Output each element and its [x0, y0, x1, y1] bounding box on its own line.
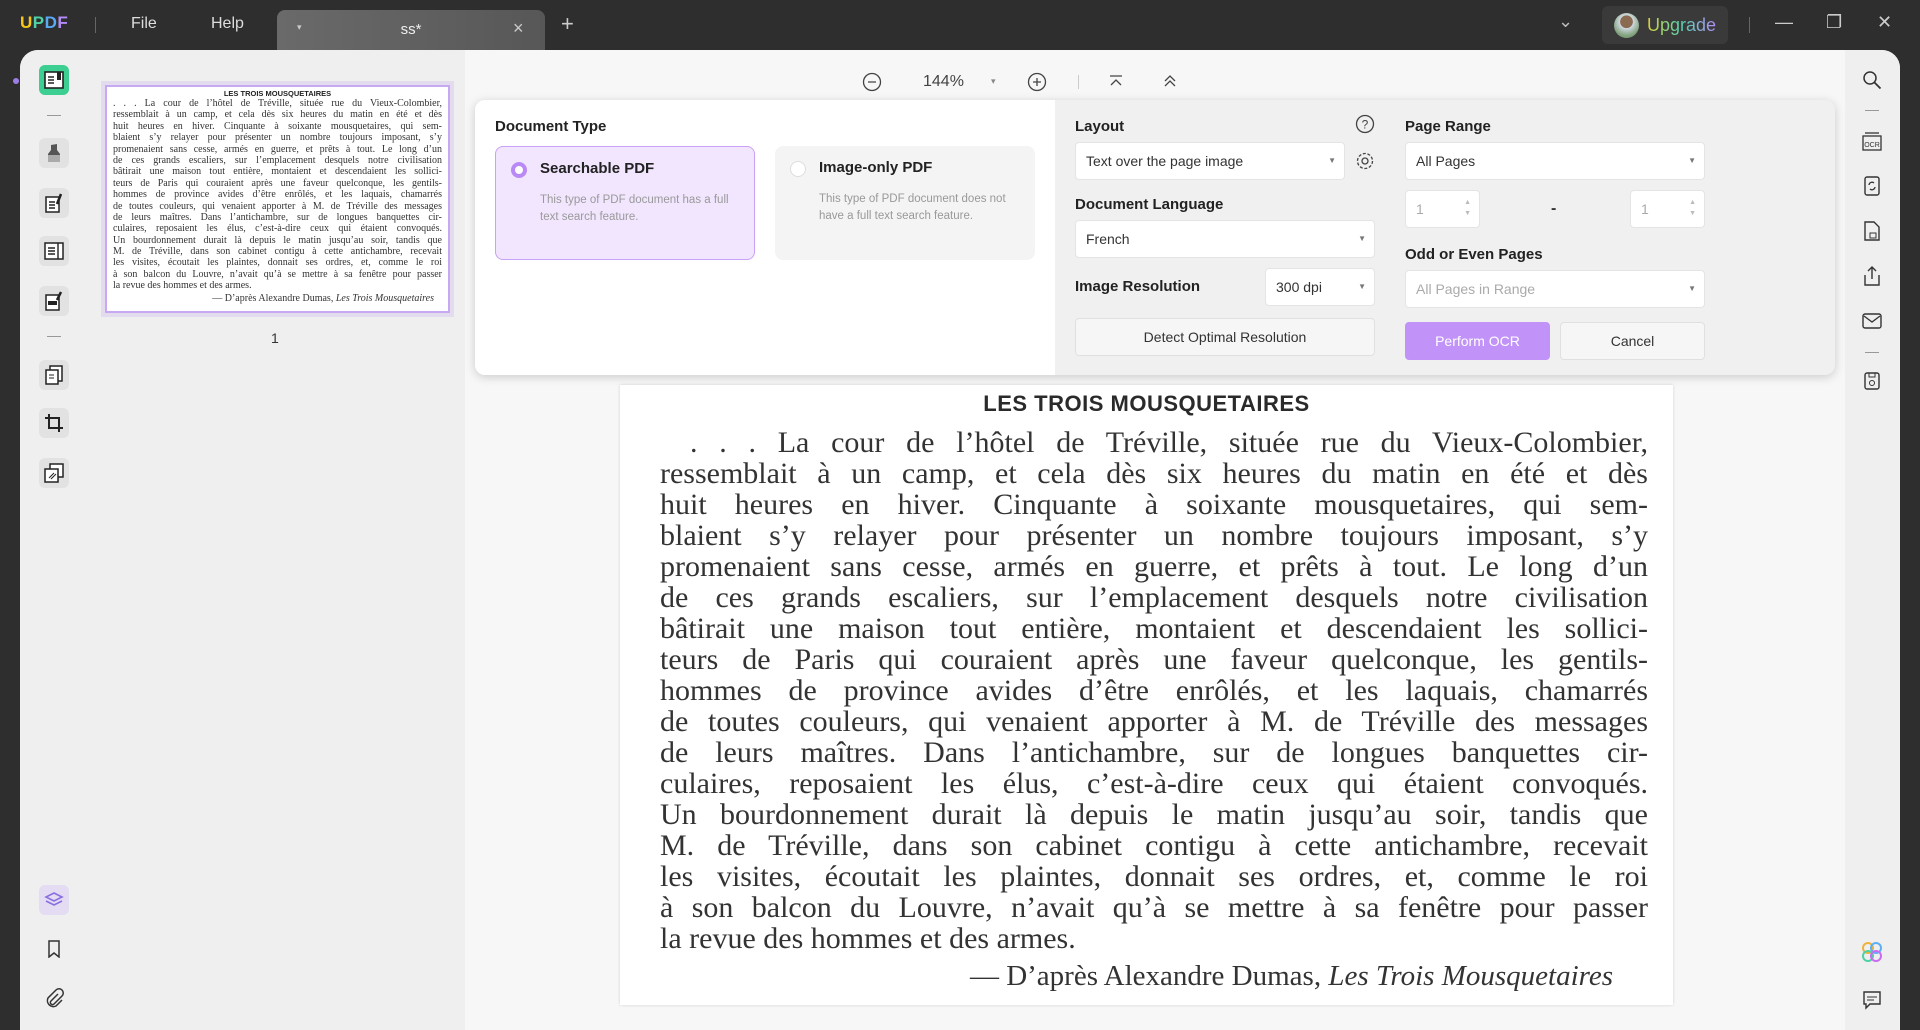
bookmark-icon	[46, 940, 62, 958]
tab-title: ss*	[400, 21, 422, 38]
page-text-line: à son balcon du Louvre, n’avait qu’à se mettre à sa fenêtre pour passer	[660, 891, 1648, 924]
thumb-text-line: culaires, reposaient les élus, c’est-à-dire ceux qui étaient convoqués.	[113, 223, 442, 235]
updf-logo: UPDF	[20, 13, 69, 32]
save-icon	[1863, 371, 1881, 391]
page-number: 1	[271, 330, 279, 346]
pdf-page	[620, 385, 1673, 1005]
range-from-input[interactable]: 1 ▲ ▼	[1405, 190, 1480, 228]
layers-button[interactable]	[39, 885, 69, 915]
page-text-line: la revue des hommes et des armes.	[660, 922, 1076, 955]
thumb-text-line: ressemblait à un camp, et cela dès six heures du matin en été et dès	[113, 109, 442, 121]
page-text-line: les visites, écoutait les plaintes, donnait ses ordres, et, comme le roi	[660, 860, 1648, 893]
option-description: This type of PDF document has a full text search feature.	[540, 194, 729, 223]
page-text-line: . . . La cour de l’hôtel de Tréville, située rue du Vieux-Colombier,	[690, 426, 1648, 459]
page-text-line: promenaient sans cesse, armés en guerre, et prêts à tout. Le long d’un	[660, 550, 1648, 583]
redact-icon	[44, 291, 64, 311]
crop-icon	[44, 413, 64, 433]
settings-gear-icon[interactable]	[1355, 151, 1375, 171]
thumb-text-line: promenaient sans cesse, armés en guerre, et prêts à tout. Le long d’un	[113, 143, 442, 155]
image-resolution-label: Image Resolution	[1075, 278, 1201, 295]
document-type-label: Document Type	[495, 118, 607, 135]
thumb-text-line: hommes de province avides d’être enrôlés, et les laquais, chamarrés	[113, 189, 442, 201]
ocr-dialog	[475, 100, 1835, 375]
cancel-button[interactable]: Cancel	[1560, 322, 1705, 360]
help-icon[interactable]	[1355, 114, 1375, 134]
zoom-level[interactable]: 144%	[923, 73, 964, 90]
avatar	[1614, 13, 1639, 38]
highlight-tool-button[interactable]	[39, 138, 69, 168]
mail-icon	[1862, 312, 1882, 330]
page-thumbnail[interactable]	[105, 85, 450, 313]
right-tool-rail	[1845, 50, 1900, 1030]
attachment-button[interactable]	[44, 988, 64, 1013]
previous-page-icon[interactable]	[1162, 74, 1178, 88]
ocr-button[interactable]	[1859, 128, 1885, 154]
range-separator: -	[1551, 200, 1557, 217]
divider	[1078, 75, 1079, 89]
thumb-text-line: de toutes couleurs, qui venaient apporter à M. de Tréville des messages	[113, 200, 442, 212]
tab-ss[interactable]	[277, 10, 545, 50]
range-to-input[interactable]: 1 ▲ ▼	[1630, 190, 1705, 228]
thumb-text-line: . . . La cour de l’hôtel de Tréville, située rue du Vieux-Colombier,	[113, 98, 442, 109]
edit-document-icon	[44, 193, 64, 213]
sign-tool-button[interactable]	[39, 286, 69, 316]
tab-dropdown-icon[interactable]: ▾	[297, 22, 302, 32]
page-text-line: ressemblait à un camp, et cela dès six heures du matin en été et dès	[660, 457, 1648, 490]
share-icon	[1862, 265, 1882, 287]
paperclip-icon	[44, 988, 64, 1008]
option-searchable-pdf[interactable]	[495, 146, 755, 260]
detect-optimal-resolution-button[interactable]: Detect Optimal Resolution	[1075, 318, 1375, 356]
highlighter-icon	[45, 143, 63, 163]
page-text-line: de ces grands escaliers, sur l’emplacement desquels notre civilisation	[660, 581, 1648, 614]
page-range-select[interactable]: All Pages ▼	[1405, 142, 1705, 180]
thumb-text-line: teurs de Paris qui couraient après une faveur quelconque, les gentils-	[113, 177, 442, 189]
convert-button[interactable]	[1859, 173, 1885, 199]
left-tool-rail	[20, 50, 88, 1030]
svg-text:OCR: OCR	[1864, 142, 1880, 149]
email-button[interactable]	[1859, 308, 1885, 334]
book-icon	[44, 71, 64, 89]
upgrade-button[interactable]	[1602, 6, 1728, 44]
organize-pages-button[interactable]	[39, 360, 69, 390]
convert-icon	[1863, 175, 1881, 197]
odd-even-select[interactable]: All Pages in Range ▼	[1405, 270, 1705, 308]
comment-icon	[1862, 990, 1882, 1010]
menu-help[interactable]: Help	[211, 15, 244, 32]
layout-label: Layout	[1075, 118, 1125, 135]
lock-file-icon	[1863, 220, 1881, 242]
zoom-out-icon[interactable]	[862, 72, 882, 92]
zoom-in-icon[interactable]	[1027, 72, 1047, 92]
divider	[95, 17, 96, 33]
pages-icon	[44, 365, 64, 385]
svg-text:?: ?	[1361, 117, 1369, 132]
share-button[interactable]	[1859, 263, 1885, 289]
layers-page-icon	[44, 463, 64, 483]
language-select[interactable]: French ▼	[1075, 220, 1375, 258]
bookmark-button[interactable]	[46, 940, 62, 963]
page-text-line: blaient s’y relayer pour présenter un nombre toujours imposant, s’y	[660, 519, 1648, 552]
page-text-line: hommes de province avides d’être enrôlés, et les laquais, chamarrés	[660, 674, 1648, 707]
comments-button[interactable]	[1859, 987, 1885, 1013]
thumb-header: LES TROIS MOUSQUETAIRES	[223, 89, 332, 98]
title-bar	[0, 0, 1920, 50]
radio-unselected[interactable]	[790, 161, 806, 177]
minimize-button[interactable]: —	[1775, 12, 1793, 32]
page-signature: — D’après Alexandre Dumas, Les Trois Mousquetaires	[969, 960, 1613, 992]
save-button[interactable]	[1859, 368, 1885, 394]
form-tool-button[interactable]	[39, 236, 69, 266]
thumb-text-line: la revue des hommes et des armes.	[113, 280, 252, 292]
new-tab-button[interactable]: +	[561, 11, 574, 36]
page-text-line: M. de Tréville, dans son cabinet contigu à cette antichambre, recevait	[660, 829, 1648, 862]
thumb-text-line: les visites, écoutait les plaintes, donnait ses ordres, et, comme le roi	[113, 257, 442, 269]
page-text-line: culaires, reposaient les élus, c’est-à-dire ceux qui étaient convoqués.	[660, 767, 1648, 800]
thumb-text-line: de leurs maîtres. Dans l’antichambre, sur de longues banquettes cir-	[113, 211, 442, 223]
zoom-dropdown-icon[interactable]: ▾	[991, 76, 996, 86]
option-description: This type of PDF document does not have a full text search feature.	[819, 193, 1006, 222]
document-language-label: Document Language	[1075, 196, 1224, 213]
thumbnail-panel	[88, 50, 465, 1030]
page-text-line: Un bourdonnement durait là depuis le matin jusqu’au soir, tandis que	[660, 798, 1648, 831]
watermark-tool-button[interactable]	[39, 458, 69, 488]
page-text-line: huit heures en hiver. Cinquante à soixante mousquetaires, qui sem-	[660, 488, 1648, 521]
form-icon	[44, 242, 64, 260]
page-text-line: bâtirait une maison tout entière, montaient et descendaient les sollici-	[660, 612, 1648, 645]
ocr-icon	[1861, 130, 1883, 152]
thumb-text-line: M. de Tréville, dans son cabinet contigu à cette antichambre, recevait	[113, 246, 442, 258]
reader-mode-button[interactable]	[39, 65, 69, 95]
thumb-text-line: de ces grands escaliers, sur l’emplacement desquels notre civilisation	[113, 154, 442, 166]
ai-assistant-icon	[1861, 941, 1883, 963]
option-image-only-pdf[interactable]	[775, 146, 1035, 260]
layers-icon	[44, 891, 64, 909]
option-title: Searchable PDF	[540, 160, 655, 177]
divider	[47, 115, 61, 116]
collapse-chevron-icon[interactable]: ⌄	[1558, 11, 1574, 31]
edit-tool-button[interactable]	[39, 188, 69, 218]
divider	[1865, 352, 1879, 353]
thumb-text-line: Un bourdonnement durait là depuis le matin jusqu’au soir, tandis que	[113, 234, 442, 246]
page-text-line: teurs de Paris qui couraient après une faveur quelconque, les gentils-	[660, 643, 1648, 676]
ai-assistant-button[interactable]	[1859, 939, 1885, 965]
status-dot	[13, 78, 19, 84]
page-text-line: de leurs maîtres. Dans l’antichambre, sur de longues banquettes cir-	[660, 736, 1648, 769]
thumb-text-line: blaient s’y relayer pour présenter un nombre toujours imposant, s’y	[113, 132, 442, 144]
menu-file[interactable]: File	[131, 15, 157, 32]
odd-even-label: Odd or Even Pages	[1405, 246, 1543, 263]
protect-button[interactable]	[1859, 218, 1885, 244]
page-header: LES TROIS MOUSQUETAIRES	[983, 391, 1310, 416]
tab-close-icon[interactable]: ×	[513, 18, 524, 38]
resolution-select[interactable]: 300 dpi ▼	[1265, 268, 1375, 306]
thumb-signature: — D’après Alexandre Dumas, Les Trois Mousquetaires	[212, 292, 434, 304]
option-title: Image-only PDF	[819, 159, 933, 176]
page-text-line: de toutes couleurs, qui venaient apporter à M. de Tréville des messages	[660, 705, 1648, 738]
document-type-section	[475, 100, 1055, 375]
thumb-text-line: bâtirait une maison tout entière, montaient et descendaient les sollici-	[113, 166, 442, 178]
thumb-text-line: à son balcon du Louvre, n’avait qu’à se mettre à sa fenêtre pour passer	[113, 268, 442, 280]
layout-select[interactable]: Text over the page image ▼	[1075, 142, 1345, 180]
divider	[47, 336, 61, 337]
search-icon	[1862, 70, 1882, 90]
perform-ocr-button[interactable]: Perform OCR	[1405, 322, 1550, 360]
radio-selected[interactable]	[511, 162, 527, 178]
close-window-button[interactable]: ✕	[1877, 12, 1893, 32]
page-range-label: Page Range	[1405, 118, 1491, 135]
workspace	[20, 50, 1900, 1030]
divider	[1865, 110, 1879, 111]
search-button[interactable]	[1859, 67, 1885, 93]
restore-button[interactable]: ❐	[1826, 12, 1843, 32]
crop-tool-button[interactable]	[39, 408, 69, 438]
divider	[1749, 17, 1750, 33]
first-page-icon[interactable]	[1108, 74, 1124, 88]
thumb-text-line: huit heures en hiver. Cinquante à soixante mousquetaires, qui sem-	[113, 120, 442, 132]
upgrade-label: Upgrade	[1647, 15, 1717, 35]
